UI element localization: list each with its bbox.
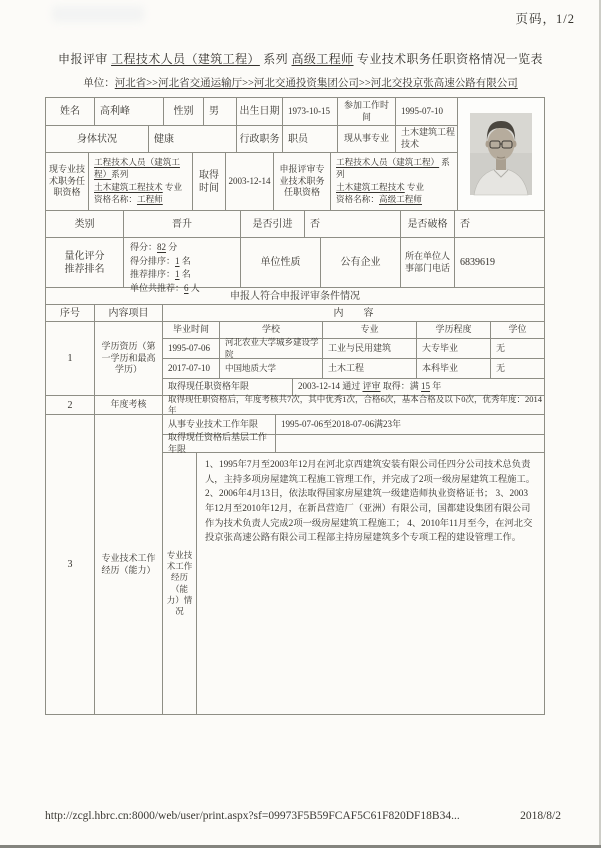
annual-content: 取得现任职资格后，年度考核共7次，其中优秀1次，合格6次，基本合格及以下0次，优秀年度：2014年	[168, 393, 543, 415]
work-start-label: 参加工作时间	[338, 98, 396, 125]
row-category	[46, 211, 544, 238]
score-details: 得分：82 分 得分排序：1 名 推荐排序：1 名 单位共推荐：6 人	[124, 238, 241, 287]
col-no-header: 序号	[46, 305, 95, 321]
edu-col-degree: 学历程度	[417, 322, 491, 338]
row-name	[46, 98, 457, 126]
gender-value: 男	[204, 98, 237, 125]
annual-no: 2	[46, 396, 95, 414]
education-table	[163, 322, 544, 395]
gender-label: 性别	[164, 98, 204, 125]
portrait-photo-graphic	[470, 113, 532, 195]
edu-col-date: 毕业时间	[163, 322, 220, 338]
edu-1-school: 河北农业大学城乡建设学院	[220, 339, 323, 358]
org-type-value: 公有企业	[321, 238, 401, 287]
admin-post-value: 职员	[283, 126, 338, 152]
hr-phone-value: 6839619	[460, 257, 495, 268]
name-value: 高利峰	[95, 98, 164, 125]
import-value: 否	[305, 211, 401, 237]
current-title-label: 现专业技术职务任职资格	[46, 153, 89, 210]
edu-col-major: 专业	[323, 322, 417, 338]
title-prefix: 申报评审	[58, 52, 108, 66]
tenure-row	[163, 379, 544, 395]
conditions-header: 申报人符合申报评审条件情况	[230, 290, 360, 302]
profession-value: 土木建筑工程技术	[401, 127, 456, 149]
obtain-time-value: 2003-12-14	[226, 153, 274, 210]
row-current-title	[46, 153, 457, 210]
name-label: 姓名	[46, 98, 95, 125]
col-item-header: 内容项目	[95, 305, 163, 321]
unit-value: 河北省>>河北省交通运输厅>>河北交通投资集团公司>>河北交投京张高速公路有限公司	[114, 78, 518, 89]
edu-1-diploma: 无	[496, 342, 506, 353]
edu-2-degree: 本科毕业	[417, 359, 491, 378]
apply-title-content: 工程技术人员（建筑工程） 系列 土木建筑工程技术 专业 资格名称：高级工程师	[336, 157, 450, 205]
group-annual-review	[46, 393, 544, 415]
grassroots-years-row	[163, 431, 544, 454]
work-years-value: 1995-07-06至2018-07-06满23年	[281, 418, 401, 429]
title-level: 高级工程师	[291, 52, 354, 66]
education-row-2	[163, 359, 544, 379]
education-no: 1	[46, 322, 95, 395]
birth-value: 1973-10-15	[283, 98, 338, 125]
edu-2-major: 土木工程	[323, 359, 417, 378]
grassroots-value	[276, 435, 544, 452]
experience-detail-row	[163, 453, 544, 714]
footer-url: http://zcgl.hbrc.cn:8000/web/user/print.aspx?sf=09973F5B59FCAF5C61F820DF18B34...	[45, 810, 460, 822]
scan-smudge	[52, 6, 144, 22]
current-title-content: 工程技术人员（建筑工程）系列 土木建筑工程技术 专业 资格名称：工程师	[89, 153, 193, 210]
hr-phone-label: 所在单位人事部门电话	[401, 238, 455, 287]
category-value: 晋升	[124, 211, 241, 237]
work-years-label: 从事专业技术工作年限	[163, 415, 276, 434]
edu-1-date: 1995-07-06	[163, 339, 220, 358]
birth-label: 出生日期	[237, 98, 283, 125]
title-middle: 系列	[263, 52, 289, 66]
exception-value: 否	[460, 218, 470, 230]
print-footer	[45, 810, 561, 822]
admin-post-label: 行政职务	[237, 126, 283, 152]
exception-label: 是否破格	[401, 211, 455, 237]
score-label: 量化评分推荐排名	[46, 238, 124, 287]
group-experience	[46, 415, 544, 714]
unit-label: 单位：	[83, 78, 115, 89]
row-score	[46, 238, 544, 293]
edu-col-school: 学校	[220, 322, 323, 338]
group-education	[46, 322, 544, 396]
row-conditions-header	[46, 288, 544, 305]
title-series: 工程技术人员（建筑工程）	[111, 52, 260, 66]
experience-detail-text: 1、1995年7月至2003年12月在河北京西建筑安装有限公司任四分公司技术总负责人，主持多项房屋建筑工程施工管理工作，并完成了2项一级房屋建筑工程施工。 2、2006年4月13日，依法取得国家房屋建筑一级建造师执业资格证书； 3、2003年12月至2010年12月，在新昌营造厂（亚洲）有限公司，国都建设集团有限公司作为技术负责人完成2项一级房屋建筑工程施工； 4、2010年11月至今，在河北交投京张高速公路有限公司工程部主持房屋建筑多个专项工程的建设管理工作。	[205, 460, 536, 544]
experience-detail-label: 专业技术工作经历（能力）情况	[163, 453, 197, 714]
tenure-value: 2003-12-14 通过 评审 取得：满 15 年	[298, 381, 442, 392]
edu-2-school: 中国地质大学	[220, 359, 323, 378]
tenure-label: 取得现任职资格年限	[163, 379, 293, 395]
profession-label: 现从事专业	[338, 126, 396, 152]
edu-2-diploma: 无	[496, 362, 506, 373]
apply-title-label: 申报评审专业技术职务任职资格	[274, 153, 331, 210]
personal-info-group	[46, 98, 544, 211]
page-number: 页码，1/2	[515, 12, 575, 26]
obtain-time-label: 取得时间	[193, 153, 226, 210]
health-value: 健康	[149, 126, 237, 152]
grassroots-label: 取得现任资格后基层工作年限	[163, 435, 276, 452]
applicant-photo	[457, 98, 544, 210]
experience-item: 专业技术工作经历（能力）	[95, 415, 163, 714]
import-label: 是否引进	[241, 211, 305, 237]
unit-line	[0, 75, 601, 90]
org-type-label: 单位性质	[241, 238, 321, 287]
edu-col-diploma: 学位	[508, 324, 527, 335]
title-suffix: 专业技术职务任职资格情况一览表	[356, 52, 543, 66]
work-start-value: 1995-07-10	[401, 105, 443, 116]
education-row-1	[163, 339, 544, 359]
health-label: 身体状况	[46, 126, 149, 152]
edu-1-degree: 大专毕业	[417, 339, 491, 358]
col-content-header: 内 容	[333, 307, 374, 319]
qualification-table	[45, 97, 545, 715]
experience-no: 3	[46, 415, 95, 714]
row-conditions-columns	[46, 305, 544, 322]
experience-content	[163, 415, 544, 714]
row-health	[46, 126, 457, 153]
category-label: 类别	[46, 211, 124, 237]
edu-2-date: 2017-07-10	[163, 359, 220, 378]
education-item: 学历资历（第一学历和最高学历）	[95, 322, 163, 395]
annual-item: 年度考核	[95, 396, 163, 414]
document-title	[0, 50, 601, 67]
edu-1-major: 工业与民用建筑	[323, 339, 417, 358]
footer-date: 2018/8/2	[520, 810, 561, 822]
